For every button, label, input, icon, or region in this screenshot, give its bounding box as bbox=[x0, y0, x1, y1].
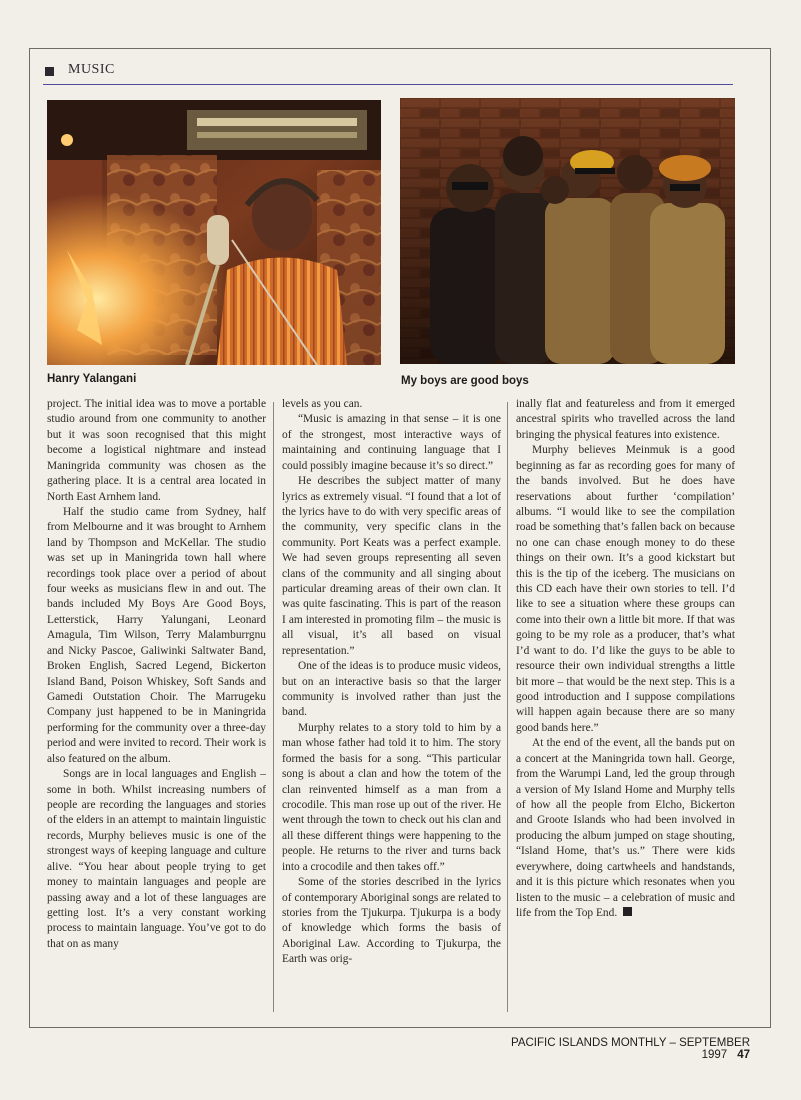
end-mark-icon bbox=[623, 907, 632, 916]
paragraph: One of the ideas is to produce music videos, but on an interactive basis so that the larger community is involved rather than just the band. bbox=[282, 660, 501, 719]
publication-name: PACIFIC ISLANDS MONTHLY – SEPTEMBER 1997 bbox=[511, 1037, 750, 1061]
page-number: 47 bbox=[737, 1049, 750, 1061]
photo-studio-singer bbox=[47, 100, 381, 365]
section-bullet-icon bbox=[45, 67, 54, 76]
article-column-1 bbox=[47, 397, 266, 1019]
paragraph: Some of the stories described in the lyrics of contemporary Aboriginal songs are related to stories from the Tjukurpa. Tjukurpa is a body of knowledge which forms the basis of Aboriginal Law. According to Tjukurpa, the Earth was orig- bbox=[282, 876, 501, 966]
paragraph: Murphy believes Meinmuk is a good beginning as far as recording goes for many of the bands involved. But he does have reservations about further ‘compilation’ albums. “I would like to see the compilation road be something that’s fallen back on because no one can chase enough money to do these things on their own. It’s a good kickstart but this is the tip of the iceberg. The musicians on this CD each have their own stories to tell. I’d like to see a situation where these groups can come into their own a little bit more. If that was going to be my role as a producer, that’s what I’d want to do. I’d like the guys to be able to resource their own individual strengths a little bit more – that would be the next step. This is a good introduction and I suppose compilations will happen again because there are so many good bands here.” bbox=[516, 444, 735, 734]
column-divider bbox=[273, 402, 274, 1012]
paragraph: project. The initial idea was to move a portable studio around from one community to another but it was soon recognised that this might become a logistical nightmare and instead Maningrida community was chosen as the gathering place. It is a central area located in North East Arnhem land. bbox=[47, 398, 266, 503]
section-label: MUSIC bbox=[68, 62, 115, 77]
section-header bbox=[43, 62, 733, 85]
paragraph: “Music is amazing in that sense – it is one of the strongest, most interactive ways of maintaining and continuing language that I could possibly imagine because it’s so direct.” bbox=[282, 413, 501, 472]
paragraph: levels as you can. bbox=[282, 398, 363, 410]
paragraph: He describes the subject matter of many lyrics as extremely visual. “I found that a lot of the lyrics have to do with very specific areas of the community, very specific clans in the community. Port Keats was a perfect example. We had seven groups representing all seven clans of the community and all singing about particular dreaming areas of their own clan. It was quite fascinating. This is part of the reason I am interested in promoting film – the music is all visual, it’s all based on visual representation.” bbox=[282, 475, 501, 657]
paragraph: Murphy relates to a story told to him by a man whose father had told it to him. The story formed the basis for a song. “This particular song is about a clan and how the totem of the clan reinvented himself as a man from a crocodile. This man rose up out of the river. He went through the town to check out his clan and all these different things were happening to the people. He returns to the river and turns back into a crocodile and then takes off.” bbox=[282, 721, 501, 873]
page-footer bbox=[470, 1037, 750, 1061]
article-column-2 bbox=[282, 397, 501, 1019]
column-divider bbox=[507, 402, 508, 1012]
paragraph: At the end of the event, all the bands put on a concert at the Maningrida town hall. George, from the Warumpi Land, led the group through a version of My Island Home and Murphy tells of how all the people from Elcho, Bickerton and Groote Islands who had been involved in producing the album jumped on stage shouting, “Island Home, that’s us.” There were kids everywhere, doing cartwheels and handstands, and it is this picture which resonates when you listen to the music – a celebration of music and life from the Top End. bbox=[516, 737, 735, 919]
photo-caption-right: My boys are good boys bbox=[401, 375, 529, 387]
paragraph: inally flat and featureless and from it emerged ancestral spirits who travelled across the land bringing the physical features into existence. bbox=[516, 398, 735, 441]
photo-caption-left: Hanry Yalangani bbox=[47, 373, 137, 385]
article-column-3 bbox=[516, 397, 735, 1019]
photo-band-group bbox=[400, 98, 735, 364]
paragraph: Songs are in local languages and English – some in both. Whilst increasing numbers of people are recording the languages and stories of the elders in an attempt to maintain linguistic records, Murphy believes music is one of the strongest ways of keeping language and culture alive. “You hear about people trying to get money to maintain languages and people are passing away and a lot of these languages are getting lost. It’s a very constant working process to maintain language. You’ve got to do that on as many bbox=[47, 768, 266, 950]
paragraph: Half the studio came from Sydney, half from Melbourne and it was brought to Arnhem land by Thompson and McKellar. The studio was set up in Maningrida town hall where recordings took place over a period of about four weeks as musicians flew in and out. The bands included My Boys Are Good Boys, Letterstick, Harry Yalungani, Leonard Amagula, Tim Wilson, Terry Malamburrgnu and Nicky Pascoe, Galiwinki Saltwater Band, Broken English, Sacred Legend, Bickerton Island Band, Poison Whiskey, Soft Sands and Gamedi Outstation Choir. The Marrugeku Company just happened to be in Maningrida performing for the community over a three-day period and were invited to record. Their work is also featured on the album. bbox=[47, 505, 266, 765]
